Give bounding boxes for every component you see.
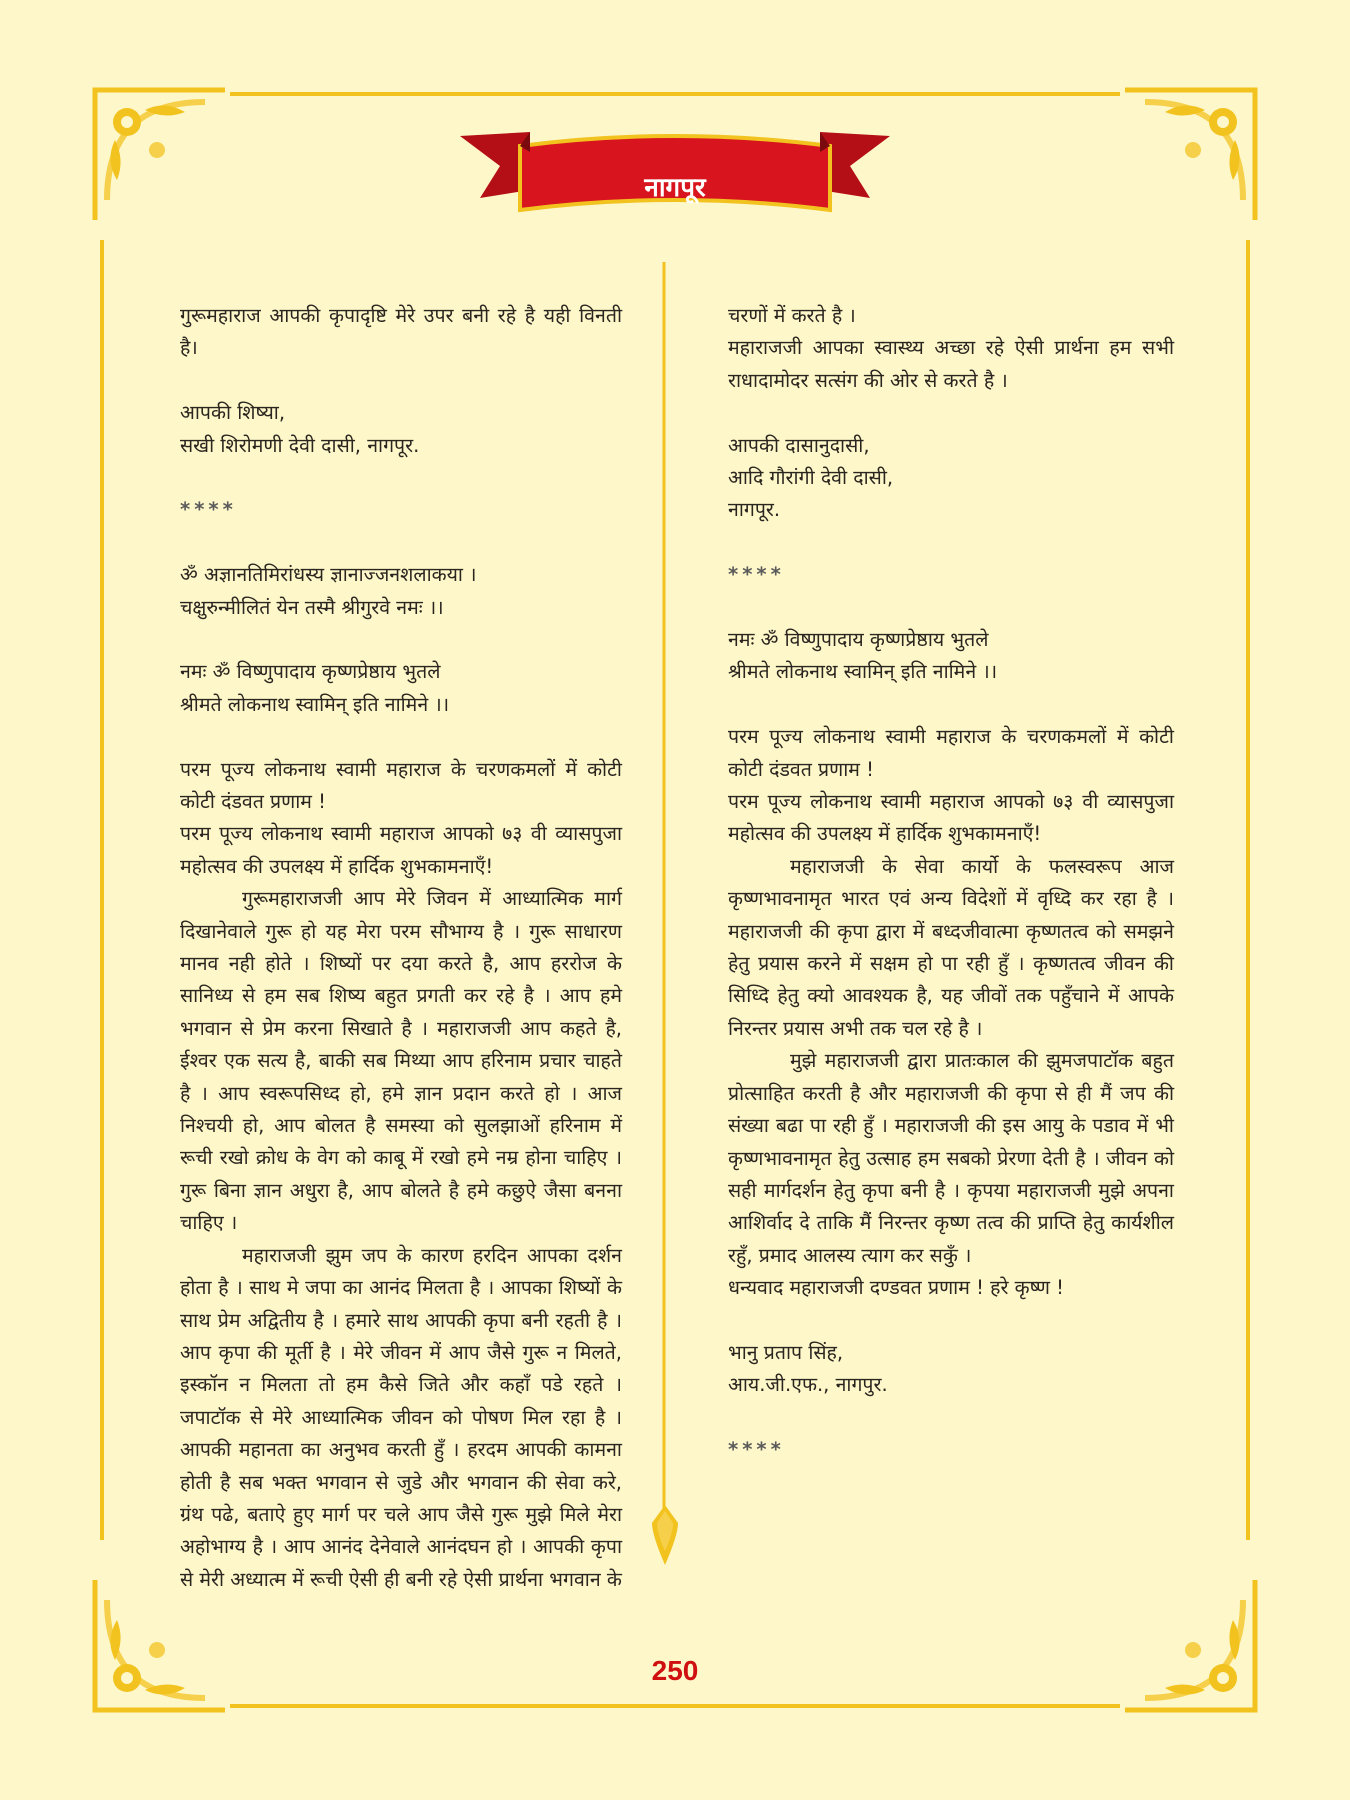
signature-line: आय.जी.एफ., नागपुर. [728,1373,888,1397]
mantra-line: नमः ॐ विष्णुपादाय कृष्णप्रेष्ठाय भुतले [728,628,989,652]
paragraph: चरणों में करते है । [728,304,856,327]
section-separator: **** [180,498,237,522]
mantra-line: श्रीमते लोकनाथ स्वामिन् इति नामिने ।। [180,692,450,716]
page-number: 250 [651,1655,699,1686]
border-bottom [230,1704,1120,1708]
floral-corner-ornament-icon [85,80,235,230]
right-column [728,300,1174,1467]
paragraph: परम पूज्य लोकनाथ स्वामी महाराज के चरणकमलों में कोटी कोटी दंडवत प्रणाम ! [180,757,622,814]
floral-corner-ornament-icon [1115,80,1265,230]
paragraph: परम पूज्य लोकनाथ स्वामी महाराज आपको ७३ वी व्यासपुजा महोत्सव की उपलक्ष्य में हार्दिक शुभकामनाएँ! [180,822,622,878]
signature-line: आपकी शिष्या, [180,401,286,425]
border-top [230,92,1120,96]
mantra-line: श्रीमते लोकनाथ स्वामिन् इति नामिने ।। [728,660,998,684]
paragraph: महाराजजी आपका स्वास्थ्य अच्छा रहे ऐसी प्रार्थना हम सभी राधादामोदर सत्संग की ओर से करते है । [728,336,1174,392]
signature-line: आपकी दासानुदासी, [728,433,870,457]
paragraph: मुझे महाराजजी द्वारा प्रातःकाल की झुमजपाटॉक बहुत प्रोत्साहित करती है और महाराजजी की कृपा से ही मैं जप की संख्या बढा पा रही हुँ । महाराजजी की इस आयु के पडाव में भी कृष्णभावनामृत हेतु उत्साह हम सबको प्रेरणा देती है । जीवन को सही मार्गदर्शन हेतु कृपा बनी है । कृपया महाराजजी मुझे अपना आशिर्वाद दे ताकि मैं निरन्तर कृष्ण तत्व की प्राप्ति हेतु कार्यशील रहुँ, प्रमाद आलस्य त्याग कर सकुँ । [728,1049,1174,1267]
paragraph: गुरूमहाराजजी आप मेरे जिवन में आध्यात्मिक मार्ग दिखानेवाले गुरू हो यह मेरा परम सौभाग्य है । गुरू साधारण मानव नही होते । शिष्यों पर दया करते है, आप हररोज के सानिध्य से हम सब शिष्य बहुत प्रगती कर रहे है । आप हमे भगवान से प्रेम करना सिखाते है । महाराजजी आप कहते है, ईश्वर एक सत्य है, बाकी सब मिथ्या आप हरिनाम प्रचार चाहते है । आप स्वरूपसिध्द हो, हमे ज्ञान प्रदान करते हो । आज निश्चयी हो, आप बोलत है समस्या को सुलझाओं हरिनाम में रूची रखो क्रोध के वेग को काबू में रखो हमे नम्र होना चाहिए । गुरू बिना ज्ञान अधुरा है, आप बोलते है हमे कछुऐ जैसा बनना चाहिए । [180,887,623,1235]
divider-pendant-icon [650,1505,680,1565]
paragraph: परम पूज्य लोकनाथ स्वामी महाराज आपको ७३ वी व्यासपुजा महोत्सव की उपलक्ष्य में हार्दिक शुभकामनाएँ! [728,790,1174,846]
column-divider [660,262,668,1582]
paragraph: परम पूज्य लोकनाथ स्वामी महाराज के चरणकमलों में कोटी कोटी दंडवत प्रणाम ! [728,725,1174,781]
border-right [1246,240,1250,1540]
paragraph: महाराजजी झुम जप के कारण हरदिन आपका दर्शन होता है । साथ मे जपा का आनंद मिलता है । आपका शिष्यों के साथ प्रेम अद्वितीय है । हमारे साथ आपकी कृपा बनी रहती है । आप कृपा की मूर्ती है । मेरे जीवन में आप जैसे गुरू न मिलते, इस्कॉन न मिलता तो हम कैसे जिते और कहाँ पडे रहते । जपाटॉक से मेरे आध्यात्मिक जीवन को पोषण मिल रहा है । आपकी महानता का अनुभव करती हुँ । हरदम आपकी कामना होती है सब भक्त भगवान से जुडे और भगवान की सेवा करे, ग्रंथ पढे, बताऐ हुए मार्ग पर चले आप जैसे गुरू मुझे मिले मेरा अहोभाग्य है । आप आनंद देनेवाले आनंदघन हो । आपकी कृपा से मेरी अध्यात्म में रूची ऐसी ही बनी रहे ऐसी प्रार्थना भगवान के [180,1243,622,1591]
signature-line: नागपूर. [728,498,781,522]
signature-line: आदि गौरांगी देवी दासी, [728,466,894,490]
floral-corner-ornament-icon [1115,1570,1265,1720]
paragraph: धन्यवाद महाराजजी दण्डवत प्रणाम ! हरे कृष्ण ! [728,1276,1065,1300]
left-column [180,300,622,1596]
section-separator: **** [728,1438,785,1462]
title-banner [460,128,890,228]
signature-line: भानु प्रताप सिंह, [728,1340,844,1364]
paragraph: महाराजजी के सेवा कार्यो के फलस्वरूप आज कृष्णभावनामृत भारत एवं अन्य विदेशों में वृध्दि कर रहा है । महाराजजी की कृपा द्वारा में बध्दजीवात्मा कृष्णतत्व को समझने हेतु प्रयास करने में सक्षम हो पा रही हुँ । कृष्णतत्व जीवन की सिध्दि हेतु क्यो आवश्यक है, यह जीवों तक पहुँचाने में आपके निरन्तर प्रयास अभी तक चल रहे है । [728,854,1174,1040]
section-separator: **** [728,563,785,587]
mantra-line: नमः ॐ विष्णुपादाय कृष्णप्रेष्ठाय भुतले [180,660,441,684]
border-left [100,240,104,1540]
mantra-line: ॐ अज्ञानतिमिरांधस्य ज्ञानाज्जनशलाकया । [180,563,477,587]
signature-line: सखी शिरोमणी देवी दासी, नागपूर. [180,433,420,457]
banner-title: नागपूर [644,173,706,203]
mantra-line: चक्षुरुन्मीलितं येन तस्मै श्रीगुरवे नमः ।। [180,595,444,619]
column-divider-pendant-icon [660,262,668,1582]
paragraph: गुरूमहाराज आपकी कृपादृष्टि मेरे उपर बनी रहे है यही विनती है। [180,304,622,360]
